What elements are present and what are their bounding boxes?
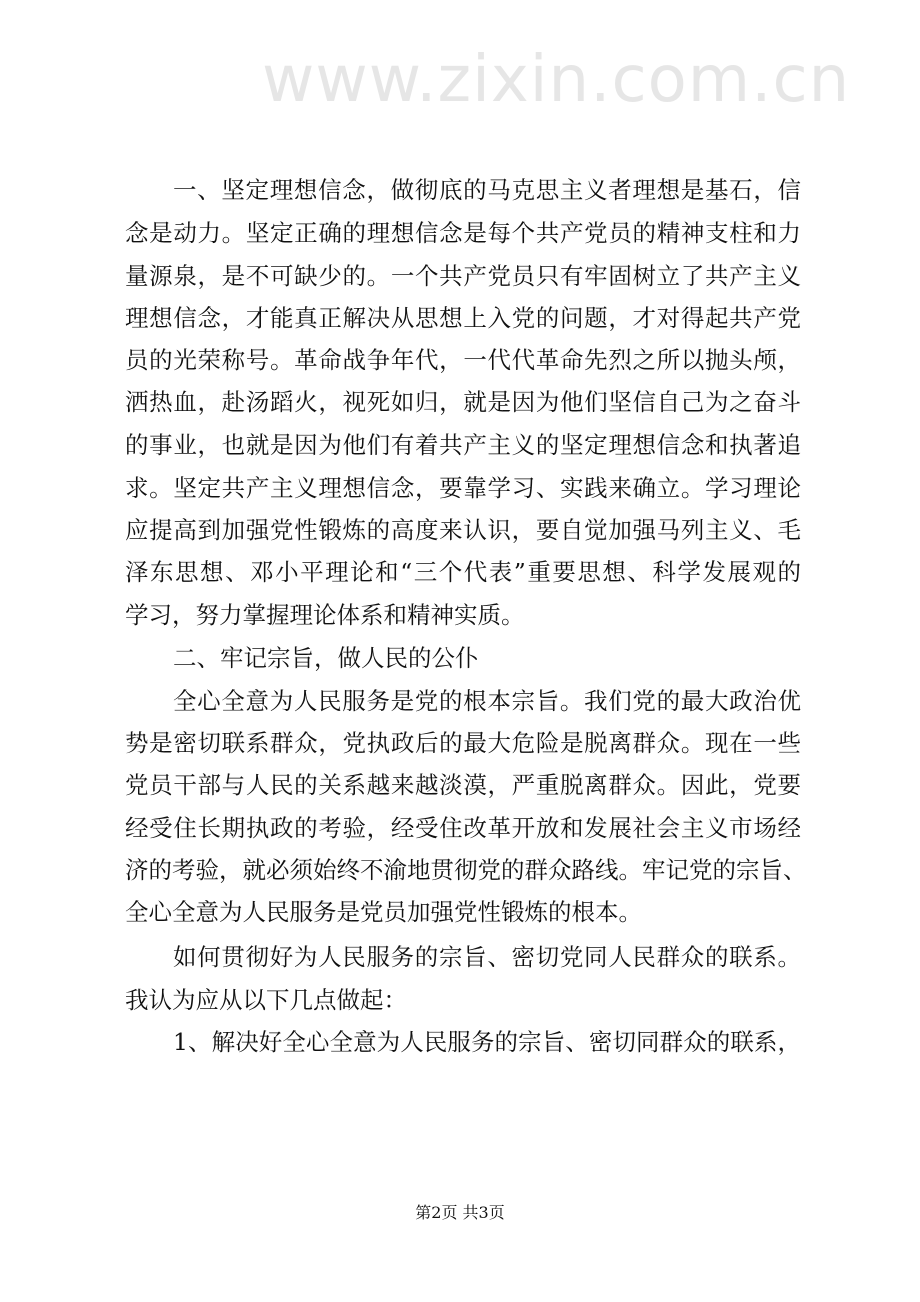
text-line: 经受住长期执政的考验，经受住改革开放和发展社会主义市场经: [125, 814, 801, 842]
watermark: www.zixin.com.cn: [262, 43, 851, 117]
page-footer: 第2页 共3页: [415, 1203, 505, 1222]
text-line: 济的考验，就必须始终不渝地贯彻党的群众路线。牢记党的宗旨、: [125, 856, 807, 884]
text-line: 党员干部与人民的关系越来越淡漠，严重脱离群众。因此，党要: [125, 771, 801, 799]
text-line: 理想信念，才能真正解决从思想上入党的问题，才对得起共产党: [125, 304, 801, 332]
text-line: 1、解决好全心全意为人民服务的宗旨、密切同群众的联系，: [173, 1028, 801, 1056]
text-line: 学习，努力掌握理论体系和精神实质。: [125, 601, 525, 629]
text-line: 我认为应从以下几点做起：: [125, 986, 407, 1014]
text-line: 洒热血，赴汤蹈火，视死如归，就是因为他们坚信自己为之奋斗: [125, 388, 801, 416]
text-line: 泽东思想、邓小平理论和“三个代表”重要思想、科学发展观的: [125, 558, 801, 586]
text-line: 量源泉，是不可缺少的。一个共产党员只有牢固树立了共产主义: [125, 262, 801, 290]
text-line: 的事业，也就是因为他们有着共产主义的坚定理想信念和执著追: [125, 431, 801, 459]
text-line: 一、坚定理想信念，做彻底的马克思主义者理想是基石，信: [173, 176, 801, 204]
text-line: 全心全意为人民服务是党员加强党性锻炼的根本。: [125, 898, 642, 926]
text-line: 员的光荣称号。革命战争年代，一代代革命先烈之所以抛头颅，: [125, 346, 801, 374]
text-line: 应提高到加强党性锻炼的高度来认识，要自觉加强马列主义、毛: [125, 516, 801, 544]
text-line: 念是动力。坚定正确的理想信念是每个共产党员的精神支柱和力: [125, 219, 801, 247]
text-line: 二、牢记宗旨，做人民的公仆: [173, 644, 479, 672]
text-line: 如何贯彻好为人民服务的宗旨、密切党同人民群众的联系。: [173, 943, 801, 971]
text-line: 势是密切联系群众，党执政后的最大危险是脱离群众。现在一些: [125, 729, 801, 757]
text-line: 求。坚定共产主义理想信念，要靠学习、实践来确立。学习理论: [125, 474, 801, 502]
text-line: 全心全意为人民服务是党的根本宗旨。我们党的最大政治优: [173, 687, 801, 715]
